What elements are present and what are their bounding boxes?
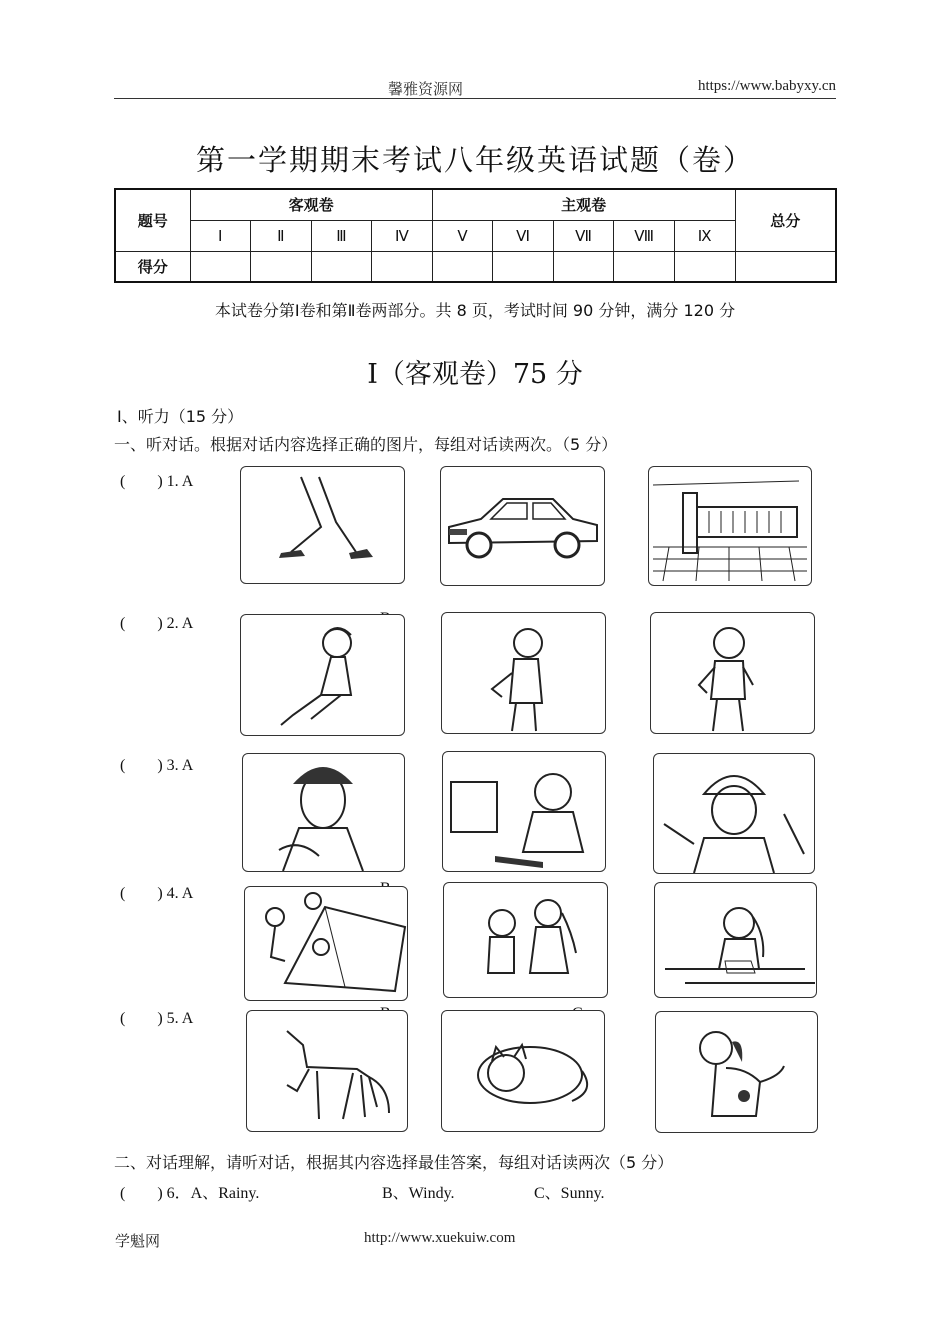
children-icon (444, 883, 607, 997)
header-site-name: 馨雅资源网 (388, 82, 464, 98)
dog-icon (656, 1012, 817, 1132)
question-label: ( ) 1. A (120, 473, 194, 490)
score-cell[interactable] (190, 251, 251, 282)
train-picture[interactable] (648, 466, 812, 586)
footer-site-name: 学魁网 (115, 1234, 161, 1250)
numeral-cell: Ⅴ (432, 220, 493, 251)
part1-instruction: 一、听对话。根据对话内容选择正确的图片，每组对话读两次。（5 分） (114, 435, 618, 454)
q6-option-a: ( ) 6．A、Rainy. (120, 1185, 260, 1202)
header-divider (114, 98, 836, 99)
exam-note: 本试卷分第Ⅰ卷和第Ⅱ卷两部分。共 8 页，考试时间 90 分钟，满分 120 分 (214, 301, 736, 320)
numeral-cell: Ⅳ (372, 220, 433, 251)
cat-icon (442, 1011, 604, 1131)
tent-icon (245, 887, 407, 1000)
woman-ancient-icon (243, 754, 404, 871)
girl-reading-picture[interactable] (654, 882, 817, 998)
numeral-cell: Ⅵ (493, 220, 554, 251)
total-score-cell[interactable] (735, 251, 836, 282)
numeral-cell: Ⅸ (674, 220, 735, 251)
part2-instruction: 二、对话理解，请听对话，根据其内容选择最佳答案，每组对话读两次（5 分） (114, 1153, 674, 1172)
footer-url[interactable]: http://www.xuekuiw.com (364, 1230, 516, 1246)
score-label: 得分 (115, 251, 190, 282)
woman-computer-icon (443, 752, 605, 871)
dog-picture[interactable] (655, 1011, 818, 1133)
total-header: 总分 (735, 189, 836, 251)
camping-tent-picture[interactable] (244, 886, 408, 1001)
question-label: ( ) 3. A (120, 757, 194, 774)
numeral-cell: Ⅷ (614, 220, 675, 251)
header-url[interactable]: https://www.babyxy.cn (697, 78, 836, 94)
question-label: ( ) 5. A (120, 1010, 194, 1027)
score-cell[interactable] (493, 251, 554, 282)
score-cell[interactable] (432, 251, 493, 282)
numeral-cell: Ⅱ (251, 220, 312, 251)
boy-back-icon (442, 613, 605, 733)
boy-arm-picture[interactable] (650, 612, 815, 734)
numeral-cell: Ⅰ (190, 220, 251, 251)
boy-hurt-leg-picture[interactable] (240, 614, 405, 736)
woman-ancient-picture[interactable] (242, 753, 405, 872)
score-cell[interactable] (311, 251, 372, 282)
score-cell[interactable] (251, 251, 312, 282)
car-picture[interactable] (440, 466, 605, 586)
subjective-header: 主观卷 (432, 189, 735, 220)
cat-picture[interactable] (441, 1010, 605, 1132)
legs-walking-icon (241, 467, 404, 583)
two-children-picture[interactable] (443, 882, 608, 998)
score-cell[interactable] (553, 251, 614, 282)
score-cell[interactable] (614, 251, 675, 282)
section-title: Ⅰ（客观卷）75 分 (367, 359, 583, 390)
page-title: 第一学期期末考试八年级英语试题（卷） (195, 143, 754, 177)
train-icon (649, 467, 811, 585)
q6-option-b: B、Windy. (382, 1185, 455, 1202)
question-label: ( ) 4. A (120, 885, 194, 902)
boy-back-picture[interactable] (441, 612, 606, 734)
car-icon (441, 467, 604, 585)
score-cell[interactable] (674, 251, 735, 282)
woman-computer-picture[interactable] (442, 751, 606, 872)
score-cell[interactable] (372, 251, 433, 282)
boy-standing-icon (651, 613, 814, 733)
worker-helmet-picture[interactable] (653, 753, 815, 874)
q6-option-c: C、Sunny. (534, 1185, 605, 1202)
horse-picture[interactable] (246, 1010, 408, 1132)
girl-reading-icon (655, 883, 816, 997)
part1-heading: Ⅰ、听力（15 分） (117, 407, 244, 426)
worker-helmet-icon (654, 754, 814, 873)
score-table (114, 188, 837, 283)
objective-header: 客观卷 (190, 189, 432, 220)
row-label: 题号 (115, 189, 190, 251)
numeral-cell: Ⅲ (311, 220, 372, 251)
legs-walking-picture[interactable] (240, 466, 405, 584)
horse-icon (247, 1011, 407, 1131)
question-label: ( ) 2. A (120, 615, 194, 632)
numeral-cell: Ⅶ (553, 220, 614, 251)
boy-sitting-icon (241, 615, 404, 735)
